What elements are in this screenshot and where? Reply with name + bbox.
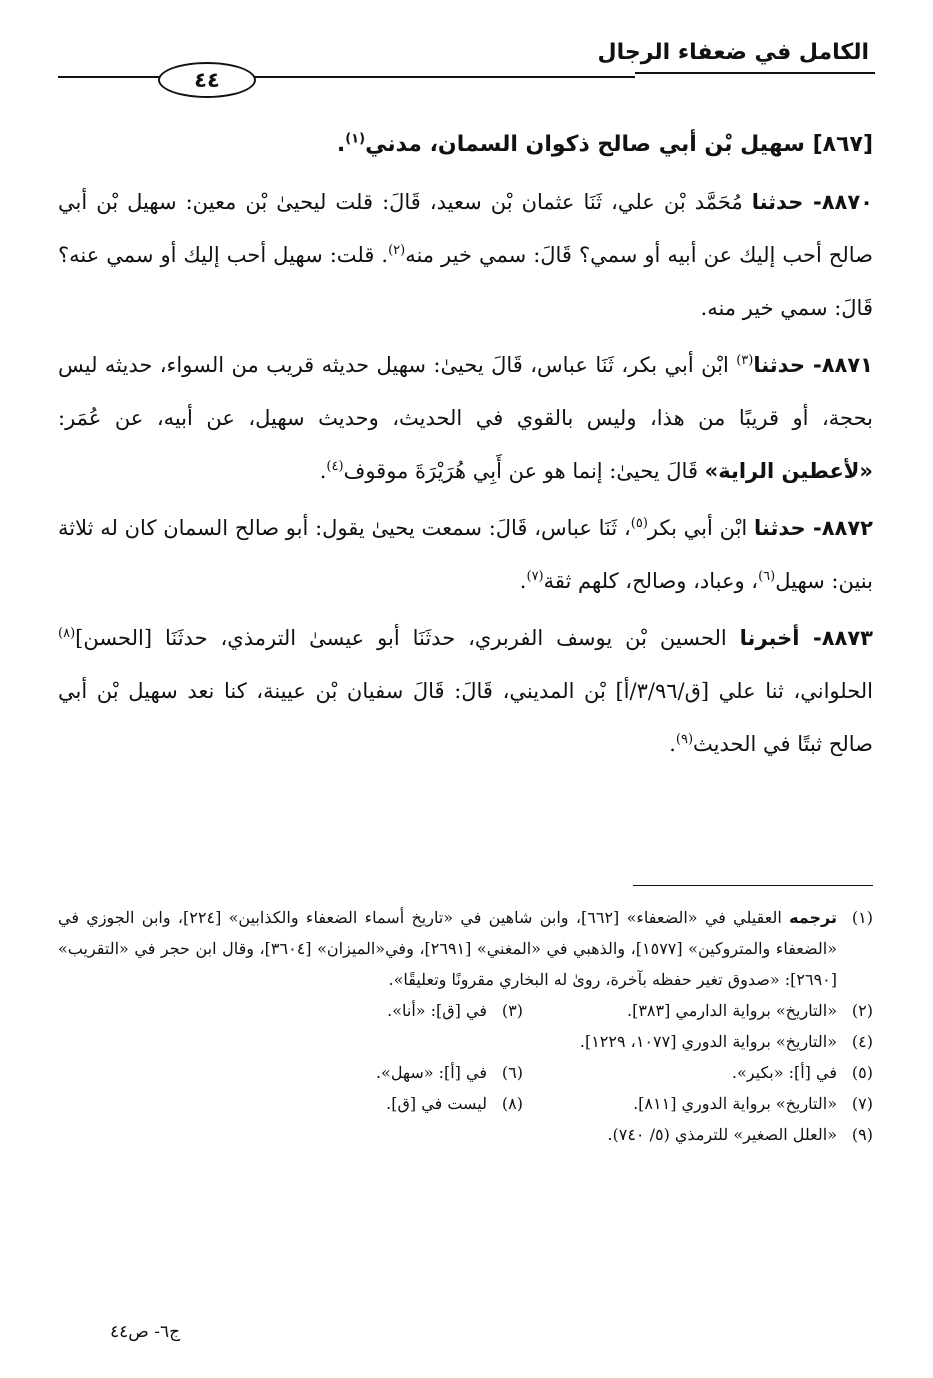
narration-number: ٨٨٧١- xyxy=(804,353,873,377)
narration-text: . xyxy=(519,569,527,593)
footnote-4 xyxy=(58,1026,873,1057)
footnote-ref: (٩) xyxy=(675,732,694,747)
header-rule-short xyxy=(635,72,875,74)
main-text xyxy=(58,122,873,775)
narration-lead: حدثنا xyxy=(751,190,804,214)
footnote-3 xyxy=(173,995,523,1026)
footnote-text: في [ق]: «أنا». xyxy=(387,1001,487,1020)
entry-title xyxy=(58,122,873,168)
page-header xyxy=(58,30,875,90)
footnote-ref: (٨) xyxy=(58,626,76,641)
footnote-6 xyxy=(173,1057,523,1088)
footnote-text: «التاريخ» برواية الدوري [١٠٧٧، ١٢٢٩]. xyxy=(579,1032,837,1051)
footnote-ref: (٥) xyxy=(630,516,648,531)
narration-number: ٨٨٧٣- xyxy=(799,626,873,650)
narration-text: ، وعباد، وصالح، كلهم ثقة xyxy=(543,569,759,593)
footnote-number: (٨) xyxy=(501,1094,523,1113)
footnote-number: (٣) xyxy=(501,1001,523,1020)
narration-number: ٨٨٧٠- xyxy=(803,190,873,214)
quoted-hadith: «لأعطين الراية» xyxy=(704,459,873,483)
narration-8873 xyxy=(58,612,873,771)
footnote-text: «التاريخ» برواية الدوري [٨١١]. xyxy=(633,1094,837,1113)
footnote-text: «التاريخ» برواية الدارمي [٣٨٣]. xyxy=(627,1001,837,1020)
footnote-text: في [أ]: «بكير». xyxy=(731,1063,837,1082)
narration-8872 xyxy=(58,502,873,608)
footnote-number: (٩) xyxy=(851,1125,873,1144)
footnote-ref: (٧) xyxy=(526,569,544,584)
header-rule-long xyxy=(58,76,635,78)
narration-list xyxy=(58,176,873,771)
footnote-ref: (٤) xyxy=(326,459,344,474)
footnote-5 xyxy=(523,1057,873,1088)
footnote-number: (٦) xyxy=(501,1063,523,1082)
footnote-ref: (٢) xyxy=(388,243,406,258)
footnote-lead: ترجمه xyxy=(789,908,838,927)
footnote-body: العقيلي في «الضعفاء» [٦٦٢]، وابن شاهين في «تاريخ أسماء الضعفاء والكذابين» [٢٢٤]، وابن الجوزي في «الضعفاء والمتروكين» [١٥٧٧]، والذهبي في «المغني» [٢٦٩١]، وفي«الميزان» [٣٦٠٤]، وقال ابن حجر في «التقريب» [٢٦٩٠]: «صدوق تغير حفظه بآخرة، روىٰ له البخاري مقرونًا وتعليقًا». xyxy=(58,908,838,989)
footnote-7 xyxy=(523,1088,873,1119)
footnotes xyxy=(58,902,873,1150)
footnote-number: (٧) xyxy=(851,1094,873,1113)
footnote-number: (٥) xyxy=(851,1063,873,1082)
narration-text: . xyxy=(319,459,327,483)
narration-text: مُحَمَّد بْن علي، ثَنَا عثمان بْن سعيد، قَالَ: قلت ليحيىٰ بْن معين: سهيل بْن أبي صالح أحب إليك عن أبيه أو سمي؟ قَالَ: سمي خير منه xyxy=(58,190,873,267)
narration-lead: حدثنا xyxy=(753,353,805,377)
footnote-number: (٤) xyxy=(851,1032,873,1051)
narration-text: الحلواني، ثنا علي [ق/٣/٩٦/أ] بْن المديني، قَالَ: قَالَ سفيان بْن عيينة، كنا نعد سهيل بْن أبي صالح ثبتًا في الحديث xyxy=(58,679,874,756)
footnote-8 xyxy=(173,1088,523,1119)
narration-text: . xyxy=(669,732,676,756)
footnote-ref: (١) xyxy=(345,131,366,147)
footnote-text: «العلل الصغير» للترمذي (٥/ ٧٤٠). xyxy=(607,1125,837,1144)
footnote-row xyxy=(58,1057,873,1088)
entry-title-end: . xyxy=(336,132,346,157)
running-title: الكامل في ضعفاء الرجال xyxy=(597,40,869,65)
footnote-9 xyxy=(58,1119,873,1150)
footnote-row xyxy=(58,995,873,1026)
footnote-row xyxy=(58,1088,873,1119)
page-number: ٤٤ xyxy=(158,62,256,98)
narration-text: الحسين بْن يوسف الفربري، حدثَنَا أبو عيسىٰ الترمذي، حدثَنَا [الحسن] xyxy=(75,626,740,650)
page-reference: ج٦- ص٤٤ xyxy=(110,1322,181,1342)
footnote-ref: (٦) xyxy=(758,569,776,584)
narration-text: . قلت: سهيل أحب إليك أو سمي عنه؟ قَالَ: سمي خير منه. xyxy=(58,243,873,320)
narration-lead: أخبرنا xyxy=(739,626,800,650)
footnote-ref: (٣) xyxy=(736,353,754,368)
footnote-2 xyxy=(523,995,873,1026)
footnote-text xyxy=(58,902,837,995)
footnote-1 xyxy=(58,902,873,995)
narration-8870 xyxy=(58,176,873,335)
narration-text: قَالَ يحيىٰ: إنما هو عن أَبِي هُرَيْرَةَ موقوف xyxy=(343,459,705,483)
narration-text: ابْن أبي بكر xyxy=(647,516,755,540)
narration-text: ابْن أبي بكر، ثَنَا عباس، قَالَ يحيىٰ: سهيل حديثه قريب من السواء، حديثه ليس بحجة، أو قريبًا من هذا، وليس بالقوي في الحديث، وحديث سهيل، عن أبيه، عن عُمَر: xyxy=(58,353,873,430)
footnote-number: (٢) xyxy=(851,1001,873,1020)
footnote-text: في [أ]: «سهل». xyxy=(375,1063,487,1082)
footnote-number: (١) xyxy=(851,908,873,927)
entry-title-text: [٨٦٧] سهيل بْن أبي صالح ذكوان السمان، مدني xyxy=(365,132,873,157)
narration-number: ٨٨٧٢- xyxy=(805,516,874,540)
footnote-separator xyxy=(633,885,873,886)
narration-8871 xyxy=(58,339,873,498)
narration-text: ، ثَنَا عباس، قَالَ: سمعت يحيىٰ يقول: أبو صالح السمان كان له ثلاثة بنين: سهيل xyxy=(58,516,873,593)
footnote-text: ليست في [ق]. xyxy=(386,1094,487,1113)
narration-lead: حدثنا xyxy=(754,516,806,540)
